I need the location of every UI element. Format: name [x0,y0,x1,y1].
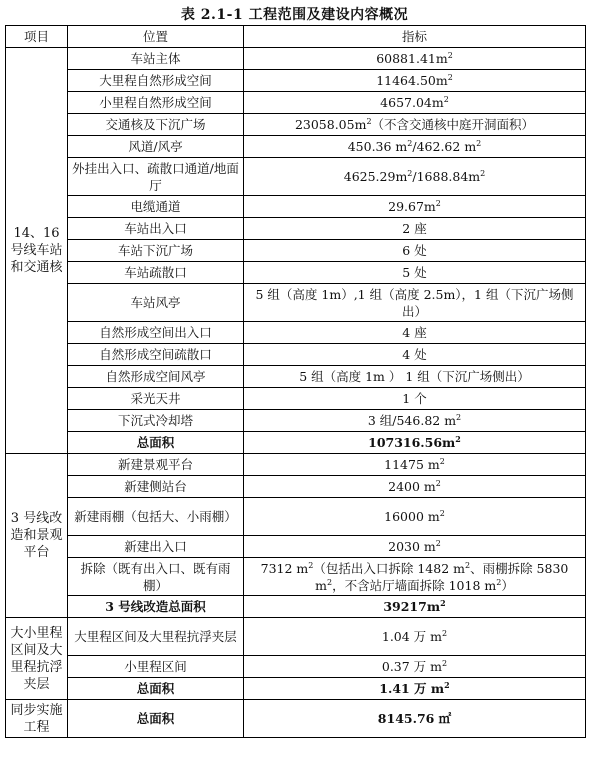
location-cell: 总面积 [68,678,244,700]
location-cell: 3 号线改造总面积 [68,596,244,618]
table-row [6,454,586,476]
indicator-cell: $39217m^2$ [244,596,586,618]
group-name-cell: 3 号线改造和景观平台 [6,454,68,618]
location-cell: 车站疏散口 [68,262,244,284]
group-name-cell: 同步实施工程 [6,700,68,738]
project-scope-table [5,25,586,738]
indicator-cell: 5 处 [244,262,586,284]
table-row [6,410,586,432]
location-cell: 总面积 [68,432,244,454]
location-cell: 拆除（既有出入口、既有雨棚） [68,558,244,596]
indicator-cell: 0.37 万 $m^2$ [244,656,586,678]
location-cell: 自然形成空间风亭 [68,366,244,388]
location-cell: 电缆通道 [68,196,244,218]
table-row [6,596,586,618]
location-cell: 大里程自然形成空间 [68,70,244,92]
indicator-cell: 6 处 [244,240,586,262]
location-cell: 车站出入口 [68,218,244,240]
header-project: 项目 [6,26,68,48]
table-row [6,432,586,454]
table-body [6,48,586,738]
indicator-cell: 1.41 万 $m^2$ [244,678,586,700]
location-cell: 小里程区间 [68,656,244,678]
location-cell: 新建出入口 [68,536,244,558]
table-row [6,218,586,240]
indicator-cell: 11475 $m^2$ [244,454,586,476]
table-row [6,344,586,366]
table-caption: 表 2.1-1 工程范围及建设内容概况 [180,7,409,23]
location-cell: 车站下沉广场 [68,240,244,262]
indicator-cell: 4 座 [244,322,586,344]
indicator-cell: 7312 $m^2$（包括出入口拆除 1482 $m^2$、雨棚拆除 5830 $m^2$，不含站厅墙面拆除 1018 $m^2$） [244,558,586,596]
table-row [6,476,586,498]
group-name-cell: 大小里程区间及大里程抗浮夹层 [6,618,68,700]
indicator-cell: 3 组/546.82 $m^2$ [244,410,586,432]
table-row [6,196,586,218]
table-row [6,700,586,738]
location-cell: 新建雨棚（包括大、小雨棚） [68,498,244,536]
location-cell: 新建景观平台 [68,454,244,476]
location-cell: 风道/风亭 [68,136,244,158]
indicator-cell: $107316.56m^2$ [244,432,586,454]
table-row [6,48,586,70]
table-row [6,388,586,410]
table-row [6,536,586,558]
group-name-cell: 14、16 号线车站和交通核 [6,48,68,454]
header-location: 位置 [68,26,244,48]
indicator-cell: $29.67m^2$ [244,196,586,218]
indicator-cell: 2030 $m^2$ [244,536,586,558]
location-cell: 外挂出入口、疏散口通道/地面厅 [68,158,244,196]
indicator-cell: 2400 $m^2$ [244,476,586,498]
table-header-row [6,26,586,48]
indicator-cell: 4 处 [244,344,586,366]
table-row [6,114,586,136]
indicator-cell: 8145.76 ㎡ [244,700,586,738]
location-cell: 小里程自然形成空间 [68,92,244,114]
indicator-cell: 5 组（高度 1m ） 1 组（下沉广场侧出） [244,366,586,388]
indicator-cell: $23058.05m^2$（不含交通核中庭开洞面积） [244,114,586,136]
table-row [6,322,586,344]
table-row [6,240,586,262]
table-row [6,136,586,158]
indicator-cell: 2 座 [244,218,586,240]
indicator-cell: 5 组（高度 1m）,1 组（高度 2.5m），1 组（下沉广场侧出） [244,284,586,322]
location-cell: 下沉式冷却塔 [68,410,244,432]
indicator-cell: $4625.29m^2/1688.84m^2$ [244,158,586,196]
location-cell: 车站风亭 [68,284,244,322]
location-cell: 交通核及下沉广场 [68,114,244,136]
table-row [6,92,586,114]
table-row [6,262,586,284]
indicator-cell: $4657.04m^2$ [244,92,586,114]
header-indicator: 指标 [244,26,586,48]
indicator-cell: $60881.41m^2$ [244,48,586,70]
location-cell: 新建侧站台 [68,476,244,498]
location-cell: 总面积 [68,700,244,738]
location-cell: 采光天井 [68,388,244,410]
table-row [6,678,586,700]
indicator-cell: 1 个 [244,388,586,410]
location-cell: 自然形成空间疏散口 [68,344,244,366]
table-row [6,366,586,388]
table-row [6,656,586,678]
indicator-cell: $11464.50m^2$ [244,70,586,92]
table-row [6,284,586,322]
table-row [6,618,586,656]
location-cell: 自然形成空间出入口 [68,322,244,344]
table-row [6,70,586,92]
table-row [6,498,586,536]
table-row [6,158,586,196]
indicator-cell: 1.04 万 $m^2$ [244,618,586,656]
location-cell: 车站主体 [68,48,244,70]
table-row [6,558,586,596]
location-cell: 大里程区间及大里程抗浮夹层 [68,618,244,656]
indicator-cell: 16000 $m^2$ [244,498,586,536]
indicator-cell: 450.36 $m^2/462.62$ $m^2$ [244,136,586,158]
